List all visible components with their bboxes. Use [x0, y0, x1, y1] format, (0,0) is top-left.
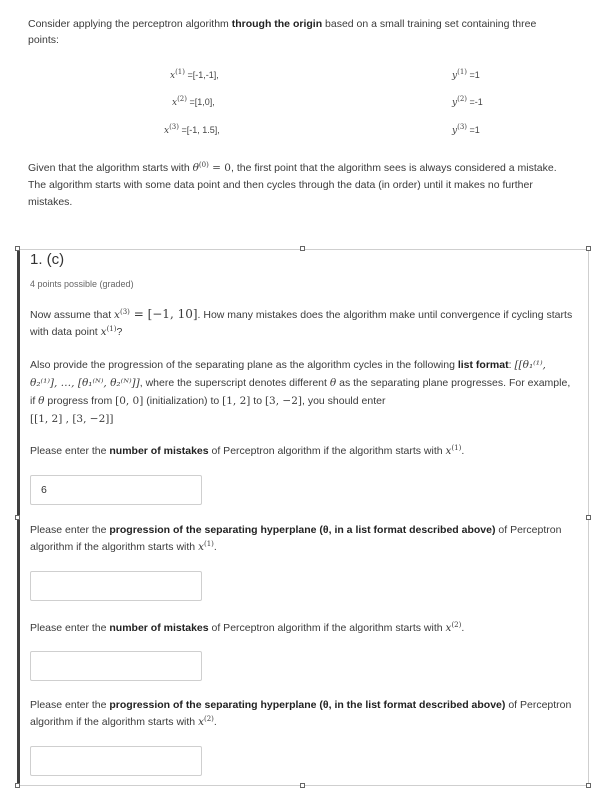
resize-handle[interactable]: [586, 515, 591, 520]
progression-paragraph: Also provide the progression of the separating plane as the algorithm cycles in the following list format: [[θ₁⁽¹⁾, θ₂⁽¹⁾], …, [θ₁⁽ᴺ⁾, θ₂⁽ᴺ⁾]], where the superscript denotes different θ as the separating plane progresses. For example, if θ progress from [0, 0] (initialization) to [1, 2] to [3, −2], you should enter [[1, 2] , [3, −2]]: [30, 359, 571, 425]
question-title: 1. (c): [30, 251, 65, 268]
prompt-progression-x2: Please enter the progression of the separating hyperplane (θ, in the list format described above) of Perceptron algorithm if the algorithm starts with $x^{(2)}$.: [30, 699, 572, 728]
resize-handle[interactable]: [300, 246, 305, 251]
given-text: Given that the algorithm starts with $\theta^{(0)} = 0$, the first point that the algorithm sees is always considered a mistake. The algorithm starts with some data point and then cycles through the data (in order) until it makes no further mistakes.: [28, 161, 557, 208]
resize-handle[interactable]: [15, 515, 20, 520]
points-possible: 4 points possible (graded): [30, 279, 134, 289]
point-x3: $x^{(3)} =[-1$, 1.5],: [164, 123, 220, 136]
progression-formula: [[θ₁⁽¹⁾, θ₂⁽¹⁾], …, [θ₁⁽ᴺ⁾, θ₂⁽ᴺ⁾]]: [30, 359, 546, 389]
point-x1: $x^{(1)} =[-1,-1]$,: [170, 68, 219, 81]
point-x2: $x^{(2)} =[1,0]$,: [172, 95, 215, 108]
progression-x2-input[interactable]: [30, 746, 202, 776]
assume-paragraph: Now assume that $x^{(3)} = [-1$, 10]. How many mistakes does the algorithm make until convergence if cycling starts with data point $x^{(1)}$?: [30, 307, 573, 338]
resize-handle[interactable]: [15, 783, 20, 788]
resize-handle[interactable]: [300, 783, 305, 788]
prompt-progression-x1: Please enter the progression of the separating hyperplane (θ, in a list format described above) of Perceptron algorithm if the algorithm starts with $x^{(1)}$.: [30, 524, 562, 553]
prompt-mistakes-x2: Please enter the number of mistakes of Perceptron algorithm if the algorithm starts with $x^{(2)}$.: [30, 621, 465, 634]
mistakes-x2-input[interactable]: [30, 651, 202, 681]
intro-part1: Consider applying the perceptron algorithm: [28, 18, 232, 30]
resize-handle[interactable]: [15, 246, 20, 251]
progression-x1-input[interactable]: [30, 571, 202, 601]
resize-handle[interactable]: [586, 246, 591, 251]
point-y3: $y^{(3)} =1$: [452, 123, 480, 136]
point-y1: $y^{(1)} =1$: [452, 68, 480, 81]
intro-part2: based on a small training set containing three points:: [28, 18, 537, 46]
point-y2: $y^{(2)} =-1$: [452, 95, 483, 108]
resize-handle[interactable]: [586, 783, 591, 788]
intro-text: [28, 16, 558, 48]
intro-bold: through the origin: [231, 18, 323, 30]
progression-example: [[1, 2] , [3, −2]]: [30, 413, 114, 425]
mistakes-x1-input[interactable]: [30, 475, 202, 505]
prompt-mistakes-x1: Please enter the number of mistakes of Perceptron algorithm if the algorithm starts with $x^{(1)}$.: [30, 444, 465, 457]
